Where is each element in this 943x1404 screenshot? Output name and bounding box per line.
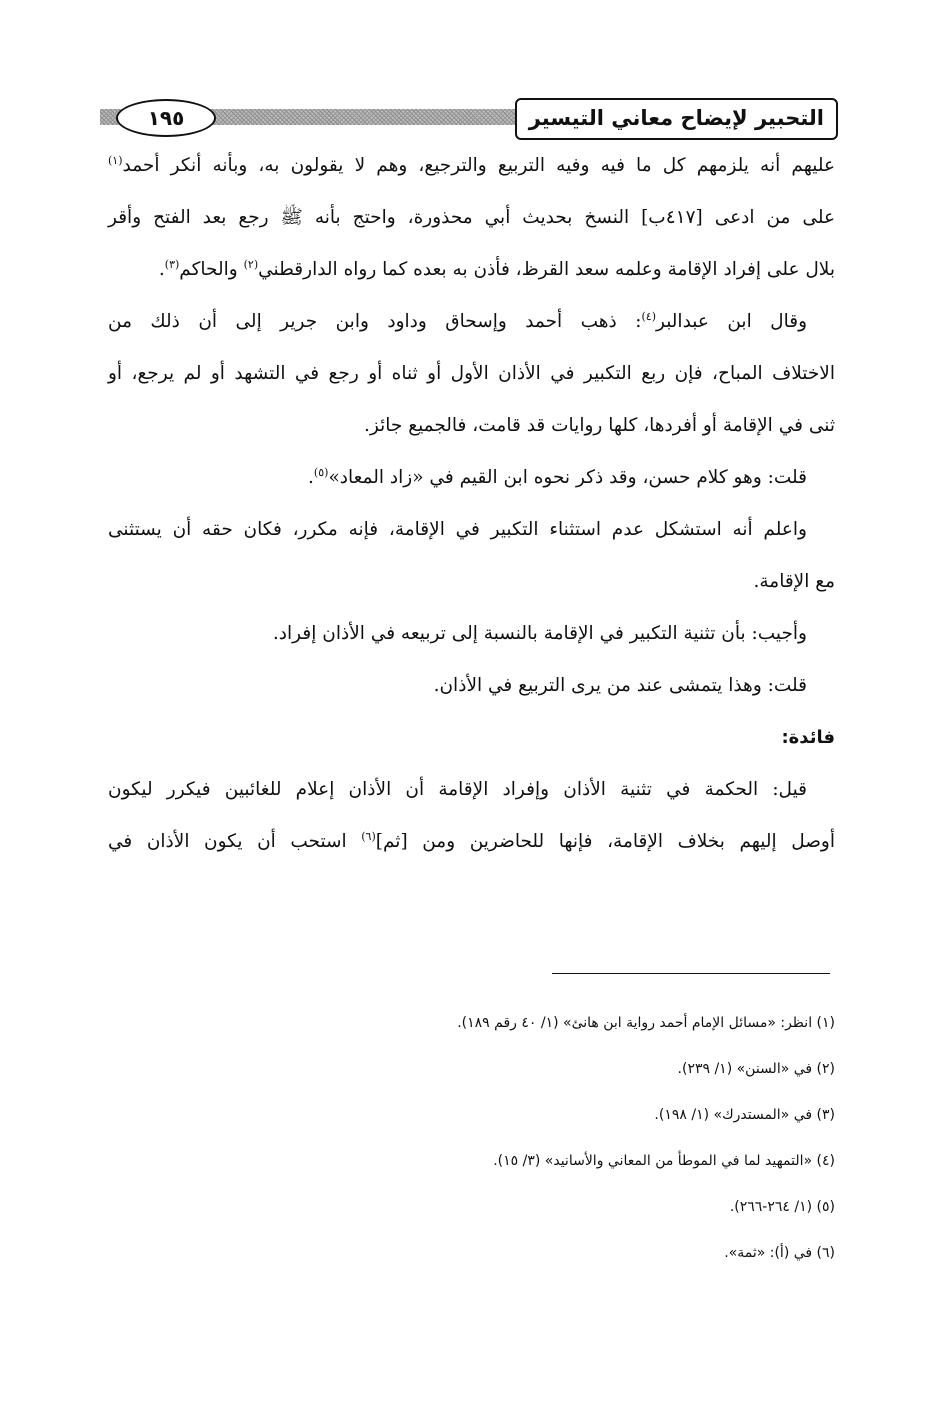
text-line-14: أوصل إليهم بخلاف الإقامة، فإنها للحاضرين ومن [ثم]$^{(٦)}$ استحب أن يكون الأذان في [108, 829, 835, 852]
footnote-5: (٥) (١/ ٢٦٤-٢٦٦). [729, 1199, 835, 1215]
footnote-mark-2: (٢) [243, 257, 259, 271]
footnote-mark-4: (٤) [641, 309, 656, 323]
footnote-mark-6: (٦) [361, 829, 376, 843]
book-title: التحبير لإيضاح معاني التيسير [515, 98, 838, 140]
footnote-mark-1: (١) [108, 153, 123, 167]
section-subheading: فائدة: [781, 727, 835, 748]
text-line-4: وقال ابن عبدالبر$^{(٤)}$: ذهب أحمد وإسحاق وداود وابن جرير إلى أن ذلك من [108, 309, 808, 332]
footnote-mark-5: (٥) [313, 465, 329, 479]
footnotes [108, 1000, 835, 1276]
footnote-2: (٢) في «السنن» (١/ ٢٣٩). [677, 1061, 835, 1077]
text-line-11: قلت: وهذا يتمشى عند من يرى التربيع في الأذان. [433, 675, 807, 696]
footnote-3: (٣) في «المستدرك» (١/ ١٩٨). [654, 1107, 835, 1123]
page-number: ١٩٥ [116, 99, 216, 137]
text-line-2: على من ادعى [٤١٧ب] النسخ بحديث أبي محذورة، واحتج بأنه ﷺ رجع بعد الفتح وأقر [108, 207, 835, 228]
text-line-1: عليهم أنه يلزمهم كل ما فيه وفيه التربيع والترجيع، وهم لا يقولون به، وبأنه أنكر أحمد$^{(١)}$ [108, 153, 835, 176]
footnote-separator [552, 973, 830, 974]
footnote-6: (٦) في (أ): «ثمة». [724, 1245, 835, 1261]
footnote-4: (٤) «التمهيد لما في الموطأ من المعاني والأسانيد» (٣/ ١٥). [493, 1153, 835, 1169]
footnote-mark-3: (٣) [164, 257, 180, 271]
text-line-6: ثنى في الإقامة أو أفردها، كلها روايات قد قامت، فالجميع جائز. [364, 415, 835, 436]
text-line-13: قيل: الحكمة في تثنية الأذان وإفراد الإقامة أن الأذان إعلام للغائبين فيكرر ليكون [108, 779, 807, 800]
text-line-3: بلال على إفراد الإقامة وعلمه سعد القرظ، فأذن به بعده كما رواه الدارقطني$^{(٢)}$ والحاكم$^{(٣)}$. [158, 257, 835, 280]
text-line-8: واعلم أنه استشكل عدم استثناء التكبير في الإقامة، فإنه مكرر، فكان حقه أن يستثنى [108, 519, 807, 540]
text-line-10: وأجيب: بأن تثنية التكبير في الإقامة بالنسبة إلى تربيعه في الأذان إفراد. [272, 623, 807, 644]
text-line-7: قلت: وهو كلام حسن، وقد ذكر نحوه ابن القيم في «زاد المعاد»$^{(٥)}$. [308, 465, 807, 488]
page-header [100, 98, 838, 140]
text-line-5: الاختلاف المباح، فإن ربع التكبير في الأذان الأول أو ثناه أو رجع في التشهد أو لم يرجع، أو [108, 363, 835, 384]
text-line-9: مع الإقامة. [753, 571, 835, 592]
main-text [108, 140, 835, 868]
footnote-1: (١) انظر: «مسائل الإمام أحمد رواية ابن هانئ» (١/ ٤٠ رقم ١٨٩). [457, 1015, 835, 1031]
